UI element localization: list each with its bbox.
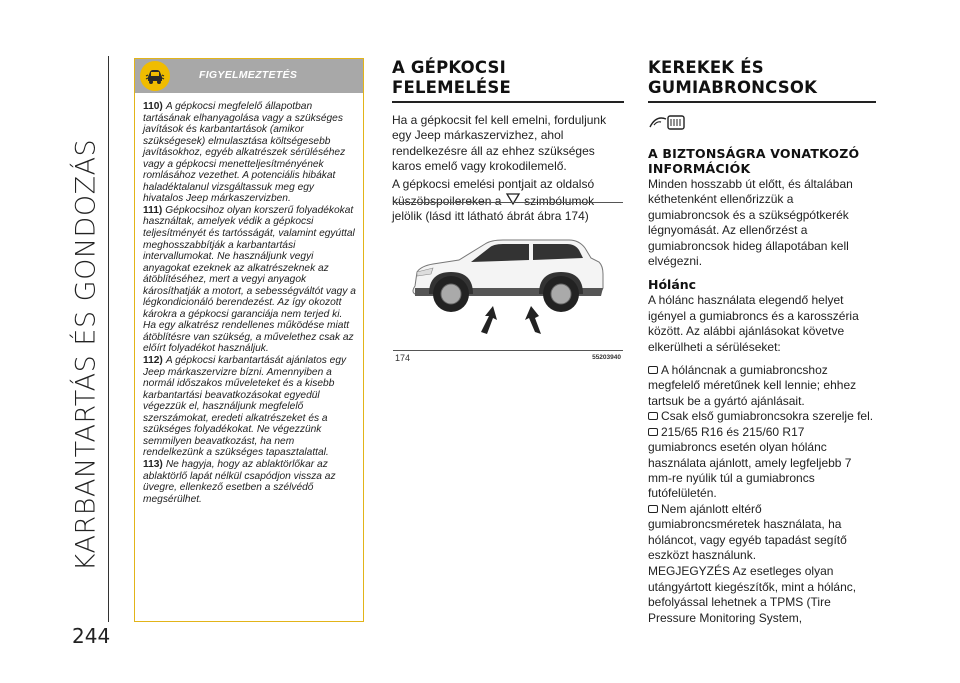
car-lift-points-illustration: [393, 208, 623, 338]
heading-rule: [392, 101, 624, 103]
checkbox-bullet-icon: [648, 412, 658, 420]
list-item: Nem ajánlott eltérő gumiabroncsméretek használata, ha hóláncot, vagy egyéb tapadást segítő eszközt használunk.: [648, 501, 847, 562]
warning-car-icon: [140, 61, 170, 91]
list-item: A hóláncnak a gumiabroncshoz megfelelő méretűnek kell lennie; ehhez tartsuk be a gyártó ajánlásait.: [648, 363, 857, 408]
page-number: 244: [72, 624, 111, 648]
list-item: Csak első gumiabroncsokra szerelje fel.: [648, 409, 876, 424]
figure-code: 55203940: [592, 354, 621, 361]
note-text: MEGJEGYZÉS Az esetleges olyan utángyártott kiegészítők, mint a hólánc, befolyással lehetnek a TPMS (Tire Pressure Monitoring System,: [648, 564, 857, 625]
warning-item: 113) Ne hagyja, hogy az ablaktörlőkar az ablaktörlő lapát nélkül csapódjon vissza az üvegre, ellenkező esetben a szélvédő megsérülhet.: [143, 458, 336, 505]
chapter-title: KARBANTARTÁS ÉS GONDOZÁS: [70, 138, 102, 572]
safety-heading: A BIZTONSÁGRA VONATKOZÓ INFORMÁCIÓK: [648, 146, 860, 176]
checkbox-bullet-icon: [648, 428, 658, 436]
warning-header: [135, 59, 363, 93]
wheels-heading: KEREKEK ÉS GUMIABRONCSOK: [648, 58, 818, 97]
warning-content: [143, 101, 357, 505]
safety-text: Minden hosszabb út előtt, és általában kéthetenként ellenőrizzük a gumiabroncsok és a szükségpótkerék légnyomását. Az ellenőrzést a gumiabroncsok hideg állapotában kell elvégezni.: [648, 177, 853, 269]
lift-points-paragraph: A gépkocsi emelési pontjait az oldalsó jelölik (lásd itt látható ábrát ábra 174): [392, 176, 595, 224]
warning-item: 111) Gépkocsihoz olyan korszerű folyadékokat használtak, amelyek védik a gépkocsi teljesítményét és tartósságát, valamint egyúttal meghosszabbítják a karbantartási intervallumokat. Ne használjunk vegyi anyagokat ezeknek az alkatrészeknek az átöblítéséhez, mert a vegyi anyagok károsíthatják a motort, a sebességváltót vagy a légkondicionáló berendezést. Az így okozott károkra a gépkocsi garanciája nem terjed ki. Ha egy alkatrész rendellenes működése miatt átöblítésre van szükség, a művelethez csak az előírt folyadékot használjuk.: [143, 204, 356, 355]
figure-174: [393, 202, 623, 362]
wheels-section: [648, 58, 876, 626]
checkbox-bullet-icon: [648, 366, 658, 374]
snow-chain-text: A hólánc használata elegendő helyet igényel a gumiabroncs és a karosszéria között. Az alábbi ajánlásokat követve elkerülheti a sérüléseket:: [648, 293, 859, 354]
snow-chain-heading: Hólánc: [648, 277, 697, 293]
checkbox-bullet-icon: [648, 505, 658, 513]
lift-paragraph: Ha a gépkocsit fel kell emelni, forduljunk egy Jeep márkaszervizhez, ahol rendelkezésre áll az ehhez szükséges karos emelő vagy krokodilemelő.: [392, 113, 607, 174]
figure-number: 174: [395, 353, 411, 363]
lift-heading: A GÉPKOCSI FELEMELÉSE: [392, 58, 511, 97]
heading-rule: [648, 101, 876, 103]
side-divider: [108, 56, 109, 622]
list-item: 215/65 R16 és 215/60 R17 gumiabroncs esetén olyan hólánc használata ajánlott, amely legfeljebb 7 mm-re nyúlik túl a gumiabroncs futófelületén.: [648, 424, 852, 501]
lift-section: [392, 58, 624, 225]
warning-item: 112) A gépkocsi karbantartását ajánlatos egy Jeep márkaszervizre bízni. Amennyiben a normál időszakos műveleteket és a kisebb karbantartási beavatkozásokat egyedül végezzük el, használjunk megfelelő szerszámokat, eredeti alkatrészeket és a szükséges folyadékokat. Ne végezzünk semmilyen beavatkozást, ha nem rendelkezünk a szükséges tapasztalattal.: [143, 355, 347, 459]
warning-box: [134, 58, 364, 622]
warning-item: 110) A gépkocsi megfelelő állapotban tartásának elhanyagolása vagy a szükséges javítások és karbantartások (amikor szükségesek) elmulasztása költségesebb javításokhoz, egyéb alkatrészek sérüléséhez vagy a gépkocsi menetteljesítményének romlásához vezethet. A potenciális hibákat haladéktalanul vizsgáltassuk meg egy hivatalos Jeep márkaszervizben.: [143, 101, 346, 205]
eco-tire-icon: [648, 111, 688, 133]
warning-title: FIGYELMEZTETÉS: [199, 69, 298, 81]
